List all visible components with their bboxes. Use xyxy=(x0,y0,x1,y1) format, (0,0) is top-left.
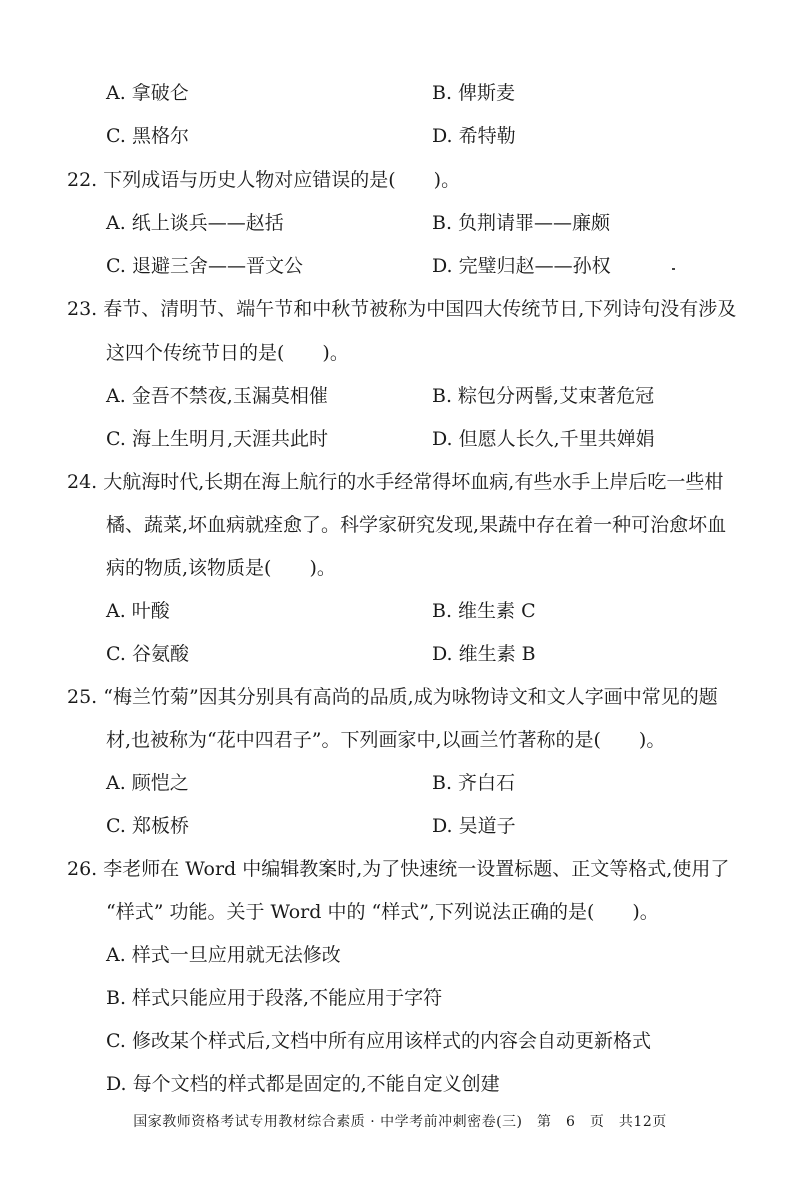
q24-stem-line2: 橘、蔬菜,坏血病就痊愈了。科学家研究发现,果蔬中存在着一种可治愈坏血 xyxy=(106,514,727,536)
q21-option-b: B. 俾斯麦 xyxy=(432,82,516,104)
q24-stem-line3: 病的物质,该物质是( )。 xyxy=(106,557,336,579)
q21-option-a: A. 拿破仑 xyxy=(106,82,189,104)
q22-option-b: B. 负荆请罪——廉颇 xyxy=(432,212,611,234)
q21-option-c: C. 黑格尔 xyxy=(106,125,189,147)
q24-option-b: B. 维生素 C xyxy=(432,600,536,622)
q23-option-b: B. 粽包分两髻,艾束著危冠 xyxy=(432,385,655,407)
q25-stem-line2: 材,也被称为“花中四君子”。下列画家中,以画兰竹著称的是( )。 xyxy=(106,729,666,751)
q23-option-a: A. 金吾不禁夜,玉漏莫相催 xyxy=(106,385,328,407)
q26-option-d: D. 每个文档的样式都是固定的,不能自定义创建 xyxy=(106,1073,500,1095)
q25-option-b: B. 齐白石 xyxy=(432,772,516,794)
q26-option-c: C. 修改某个样式后,文档中所有应用该样式的内容会自动更新格式 xyxy=(106,1030,651,1052)
q24-stem-line1: 24. 大航海时代,长期在海上航行的水手经常得坏血病,有些水手上岸后吃一些柑 xyxy=(67,471,724,493)
q23-option-c: C. 海上生明月,天涯共此时 xyxy=(106,428,328,450)
q23-stem-line1: 23. 春节、清明节、端午节和中秋节被称为中国四大传统节日,下列诗句没有涉及 xyxy=(67,298,737,320)
q23-option-d: D. 但愿人长久,千里共婵娟 xyxy=(432,428,655,450)
q23-stem-line2: 这四个传统节日的是( )。 xyxy=(106,342,349,364)
scan-speck xyxy=(672,268,675,270)
page-footer: 国家教师资格考试专用教材综合素质 · 中学考前冲刺密卷(三) 第 6 页 共12页 xyxy=(133,1114,667,1130)
q25-option-c: C. 郑板桥 xyxy=(106,815,189,837)
q26-stem-line2: “样式” 功能。关于 Word 中的 “样式”,下列说法正确的是( )。 xyxy=(106,901,659,923)
q24-option-a: A. 叶酸 xyxy=(106,600,170,622)
q24-option-d: D. 维生素 B xyxy=(432,643,536,665)
q24-option-c: C. 谷氨酸 xyxy=(106,643,189,665)
q22-option-d: D. 完璧归赵——孙权 xyxy=(432,255,611,277)
q22-stem: 22. 下列成语与历史人物对应错误的是( )。 xyxy=(67,169,461,191)
q25-option-d: D. 吴道子 xyxy=(432,815,516,837)
q25-stem-line1: 25. “梅兰竹菊”因其分别具有高尚的品质,成为咏物诗文和文人字画中常见的题 xyxy=(67,686,718,708)
q22-option-a: A. 纸上谈兵——赵括 xyxy=(106,212,284,234)
q26-option-b: B. 样式只能应用于段落,不能应用于字符 xyxy=(106,987,443,1009)
q26-stem-line1: 26. 李老师在 Word 中编辑教案时,为了快速统一设置标题、正文等格式,使用了 xyxy=(67,858,730,880)
q21-option-d: D. 希特勒 xyxy=(432,125,516,147)
q26-option-a: A. 样式一旦应用就无法修改 xyxy=(106,944,341,966)
q22-option-c: C. 退避三舍——晋文公 xyxy=(106,255,303,277)
q25-option-a: A. 顾恺之 xyxy=(106,772,189,794)
